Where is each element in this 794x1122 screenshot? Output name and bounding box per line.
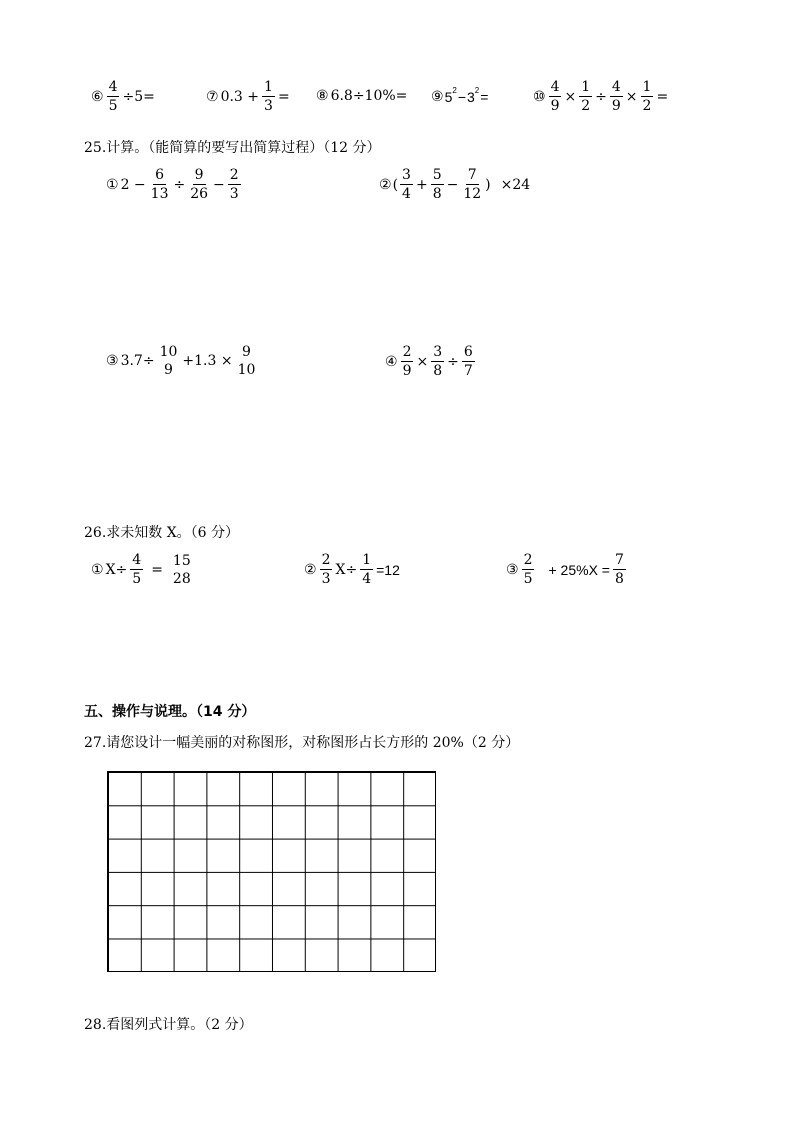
question-28-heading: 28.看图列式计算。（2 分） — [84, 1017, 253, 1033]
operator: × — [625, 88, 638, 105]
fraction: $\frac{2}{3}$ — [321, 552, 331, 587]
problem-25-2 — [378, 168, 531, 201]
fraction: $\frac{1}{2}$ — [642, 79, 652, 114]
expression-text: X÷ — [105, 561, 128, 578]
problem-26-1 — [90, 553, 195, 586]
problem-number: ② — [379, 176, 392, 193]
fraction: $\frac{5}{8}$ — [432, 167, 442, 202]
problem-25-3 — [105, 345, 259, 377]
expression-text: =12 — [376, 561, 400, 578]
expression-text: 3.7÷ — [120, 353, 155, 369]
problem-24-6 — [90, 80, 156, 113]
fraction: $\frac{2}{3}$ — [229, 167, 239, 202]
exponent: 2 — [452, 86, 457, 95]
problem-number: ① — [106, 176, 119, 193]
operator: − — [446, 176, 459, 193]
fraction: $\frac{4}{9}$ — [550, 79, 560, 114]
problem-number: ① — [91, 561, 104, 578]
question-25-heading: 25.计算。（能简算的要写出简算过程）（12 分） — [84, 140, 381, 156]
fraction: $\frac{3}{8}$ — [433, 344, 443, 379]
fraction: $\frac{7}{8}$ — [614, 552, 624, 587]
fraction: $\frac{2}{9}$ — [402, 344, 412, 379]
expression-text: = — [277, 88, 290, 105]
fraction: $\frac{1}{4}$ — [362, 552, 372, 587]
base: 3 — [467, 88, 475, 105]
expression-text: ×24 — [500, 176, 531, 193]
problem-26-2 — [303, 553, 401, 586]
base: 5 — [444, 88, 453, 105]
paren: ) — [485, 176, 491, 193]
fraction: 10 9 — [159, 344, 178, 378]
expression-text: 2 − — [120, 176, 146, 193]
problem-24-8 — [315, 88, 408, 104]
expression-text: ÷5= — [122, 88, 155, 105]
expression-text: + 25%X = — [548, 561, 610, 578]
operator: × — [564, 88, 577, 105]
fraction: $\frac{3}{4}$ — [402, 167, 411, 202]
fraction: $\frac{6}{13}$ — [150, 167, 169, 202]
operator: + — [415, 176, 428, 193]
problem-number: ⑦ — [206, 88, 219, 105]
expression-text: 6.8÷10%= — [330, 88, 408, 104]
expression-text: +1.3 × — [182, 353, 233, 369]
problem-number: ⑨ — [431, 88, 444, 104]
problem-25-1 — [105, 168, 243, 201]
operator: ÷ — [595, 88, 607, 105]
problem-number: ③ — [506, 561, 519, 578]
problem-number: ④ — [385, 353, 398, 370]
problem-24-9 — [430, 88, 489, 105]
problem-25-4 — [384, 345, 477, 378]
fraction: $\frac{6}{7}$ — [463, 344, 473, 379]
operator: = — [151, 561, 163, 578]
problem-24-7 — [205, 80, 291, 113]
problem-number: ③ — [106, 353, 119, 369]
fraction: $\frac{4}{5}$ — [132, 552, 142, 587]
operator: × — [416, 353, 429, 370]
operator: ÷ — [447, 353, 459, 370]
fraction: $\frac{7}{12}$ — [463, 167, 482, 202]
fraction: 9 10 — [237, 344, 256, 378]
problem-number: ⑧ — [316, 88, 329, 104]
question-27-heading: 27.请您设计一幅美丽的对称图形，对称图形占长方形的 20%（2 分） — [84, 735, 520, 751]
paren: ( — [392, 176, 399, 193]
question-26-heading: 26.求未知数 X。（6 分） — [84, 525, 240, 541]
problem-26-3 — [505, 553, 628, 586]
expression-text: = — [656, 88, 669, 105]
expression-text: 0.3 + — [220, 88, 260, 105]
fraction: $\frac{9}{26}$ — [190, 167, 209, 202]
fraction: $\frac{1}{3}$ — [264, 79, 273, 114]
expression-text: = — [480, 88, 489, 105]
exponent: 2 — [474, 86, 480, 95]
operator: − — [457, 88, 466, 105]
fraction: $\frac{1}{2}$ — [581, 79, 591, 114]
operator: − — [213, 176, 225, 193]
fraction: 15 28 — [172, 552, 191, 587]
design-grid-rectangle[interactable] — [107, 771, 436, 972]
problem-24-10 — [532, 80, 669, 113]
problem-number: ② — [304, 561, 317, 578]
fraction: $\frac{2}{5}$ — [523, 552, 533, 587]
fraction: $\frac{4}{9}$ — [611, 79, 621, 114]
expression-text: X÷ — [335, 561, 358, 578]
problem-number: ⑩ — [533, 88, 546, 105]
problem-number: ⑥ — [91, 88, 104, 105]
section-5-heading: 五、操作与说理。（14 分） — [84, 704, 256, 720]
operator: ÷ — [173, 176, 186, 193]
fraction: $\frac{4}{5}$ — [108, 79, 118, 114]
